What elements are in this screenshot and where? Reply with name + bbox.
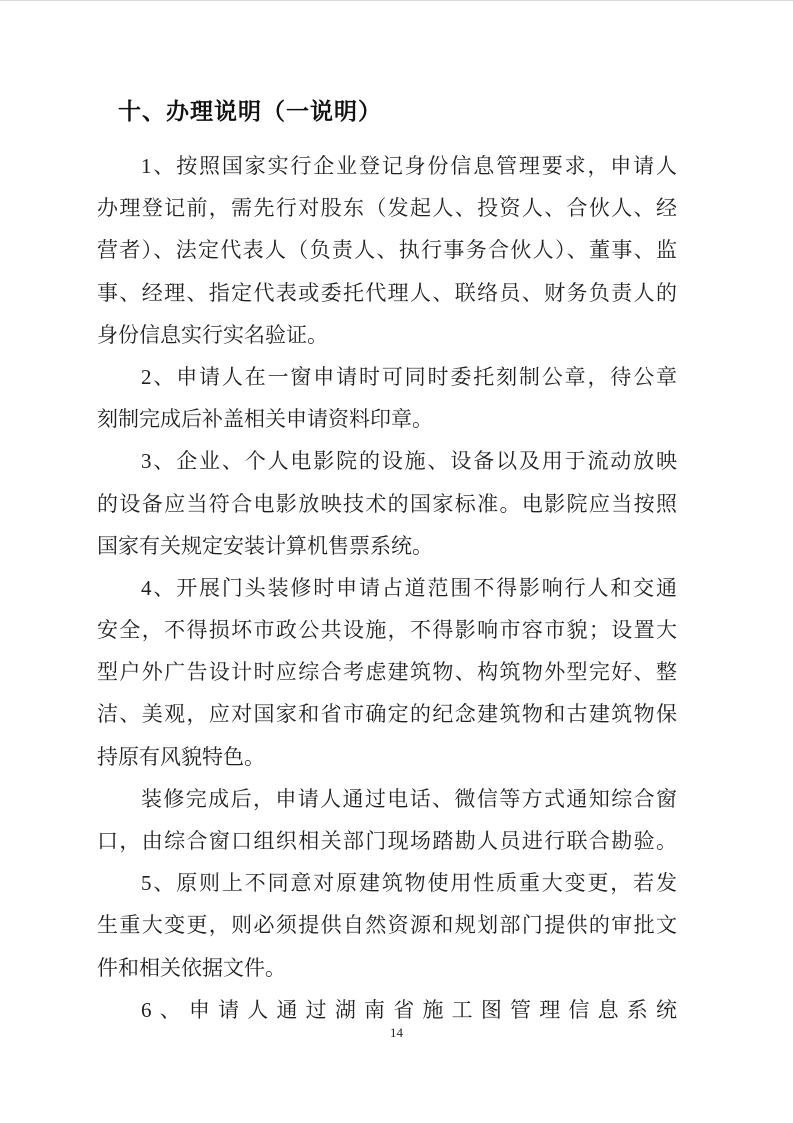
text-line: 洁、美观，应对国家和省市确定的纪念建筑物和古建筑物保 bbox=[97, 702, 677, 727]
text-line: 3、企业、个人电影院的设施、设备以及用于流动放映 bbox=[141, 449, 677, 474]
text-line: 刻制完成后补盖相关申请资料印章。 bbox=[97, 407, 433, 432]
text-line: 装修完成后，申请人通过电话、微信等方式通知综合窗 bbox=[141, 786, 677, 811]
text-line: 安全，不得损坏市政公共设施，不得影响市容市貌；设置大 bbox=[97, 618, 677, 643]
text-line: 营者）、法定代表人（负责人、执行事务合伙人）、董事、监 bbox=[97, 238, 677, 263]
text-line: 办理登记前，需先行对股东（发起人、投资人、合伙人、经 bbox=[97, 196, 677, 221]
text-line: 国家有关规定安装计算机售票系统。 bbox=[97, 533, 433, 558]
text-line: 4、开展门头装修时申请占道范围不得影响行人和交通 bbox=[141, 575, 677, 600]
text-line: 件和相关依据文件。 bbox=[97, 955, 286, 980]
text-line: 1、按照国家实行企业登记身份信息管理要求，申请人 bbox=[141, 154, 677, 178]
text-line: 6、申请人通过湖南省施工图管理信息系统 bbox=[141, 997, 677, 1022]
text-line: 身份信息实行实名验证。 bbox=[97, 322, 328, 347]
text-line: 2、申请人在一窗申请时可同时委托刻制公章，待公章 bbox=[141, 364, 677, 389]
text-line: 事、经理、指定代表或委托代理人、联络员、财务负责人的 bbox=[97, 280, 677, 305]
section-title: 十、办理说明（一说明） bbox=[118, 98, 382, 124]
text-line: 持原有风貌特色。 bbox=[97, 744, 265, 769]
text-line: 的设备应当符合电影放映技术的国家标准。电影院应当按照 bbox=[97, 491, 677, 516]
document-body bbox=[97, 145, 677, 1031]
text-line: 生重大变更，则必须提供自然资源和规划部门提供的审批文 bbox=[97, 913, 677, 938]
text-line: 型户外广告设计时应综合考虑建筑物、构筑物外型完好、整 bbox=[97, 660, 677, 685]
text-line: 5、原则上不同意对原建筑物使用性质重大变更，若发 bbox=[141, 871, 677, 896]
page-number: 14 bbox=[390, 1025, 403, 1040]
text-line: 口，由综合窗口组织相关部门现场踏勘人员进行联合勘验。 bbox=[97, 829, 677, 853]
